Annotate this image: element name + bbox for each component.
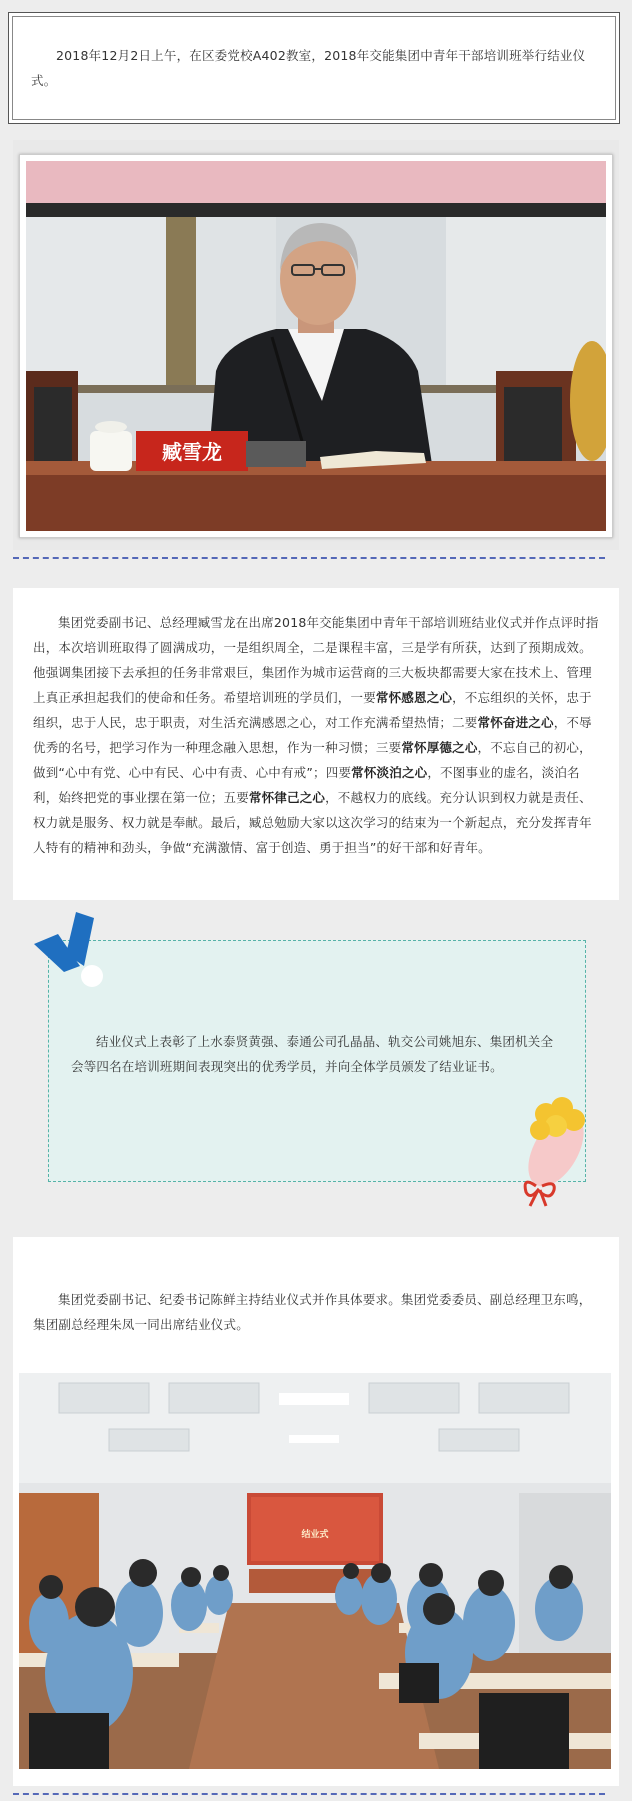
speech-text-4: ，不忘自己的初心，做到“心中有党、心中有民、心中有责、心中有戒”；四要 bbox=[33, 740, 592, 780]
flower-bouquet-icon bbox=[516, 1090, 596, 1210]
speech-text-6: ，不越权力的底线。充分认识到权力就是责任、权力就是服务、权力就是奉献。最后，臧总勉励大家以这次学习的结束为一个新起点，充分发挥青年人特有的精神和劲头，争做“充满激情、富于创造、勇于担当”的好干部和好青年。 bbox=[33, 790, 592, 855]
speech-text-3: ，不辱优秀的名号，把学习作为一种理念融入思想，作为一种习惯；三要 bbox=[33, 715, 592, 755]
commendation-card bbox=[48, 940, 586, 1182]
commendation-text: 结业仪式上表彰了上水泰贤黄强、泰通公司孔晶晶、轨交公司姚旭东、集团机关全会等四名在培训班期间表现突出的优秀学员，并向全体学员颁发了结业证书。 bbox=[71, 1034, 554, 1074]
speech-text-1: 集团党委副书记、总经理臧雪龙在出席2018年交能集团中青年干部培训班结业仪式并作点评时指出，本次培训班取得了圆满成功，一是组织周全，二是课程丰富，三是学有所获，达到了预期成效。他强调集团接下去承担的任务非常艰巨，集团作为城市运营商的三大板块都需要大家在技术上、管理上真正承担起我们的使命和任务。希望培训班的学员们，一要 bbox=[33, 615, 599, 705]
speech-section bbox=[13, 588, 619, 900]
speaker-photo bbox=[26, 161, 606, 531]
speech-text-2: ，不忘组织的关怀，忠于组织，忠于人民，忠于职责，对生活充满感恩之心，对工作充满希望热情；二要 bbox=[33, 690, 592, 730]
speech-text-5: ，不图事业的虚名，淡泊名利，始终把党的事业摆在第一位；五要 bbox=[33, 765, 580, 805]
closing-section bbox=[13, 1237, 619, 1786]
photo-panel-1 bbox=[13, 140, 619, 550]
projector-screen-title: 结业式 bbox=[301, 1530, 329, 1540]
speech-bold-3: 常怀厚德之心 bbox=[401, 740, 478, 755]
speech-paragraph bbox=[33, 610, 599, 860]
photo-frame-2 bbox=[19, 1373, 611, 1769]
nameplate-text: 臧雪龙 bbox=[162, 440, 222, 464]
speech-bold-2: 常怀奋进之心 bbox=[477, 715, 554, 730]
classroom-photo bbox=[19, 1373, 611, 1769]
intro-text: 2018年12月2日上午，在区委党校A402教室，2018年交能集团中青年干部培训班举行结业仪式。 bbox=[31, 48, 586, 88]
intro-box bbox=[8, 12, 620, 124]
photo-frame-1 bbox=[19, 154, 613, 538]
ribbon-icon bbox=[28, 910, 108, 990]
closing-text: 集团党委副书记、纪委书记陈鲜主持结业仪式并作具体要求。集团党委委员、副总经理卫东鸣，集团副总经理朱凤一同出席结业仪式。 bbox=[33, 1292, 592, 1332]
speech-bold-1: 常怀感恩之心 bbox=[375, 690, 453, 705]
speech-bold-5: 常怀律己之心 bbox=[248, 790, 326, 805]
section-divider-2 bbox=[13, 1793, 605, 1795]
speech-bold-4: 常怀淡泊之心 bbox=[351, 765, 428, 780]
section-divider-1 bbox=[13, 557, 605, 559]
